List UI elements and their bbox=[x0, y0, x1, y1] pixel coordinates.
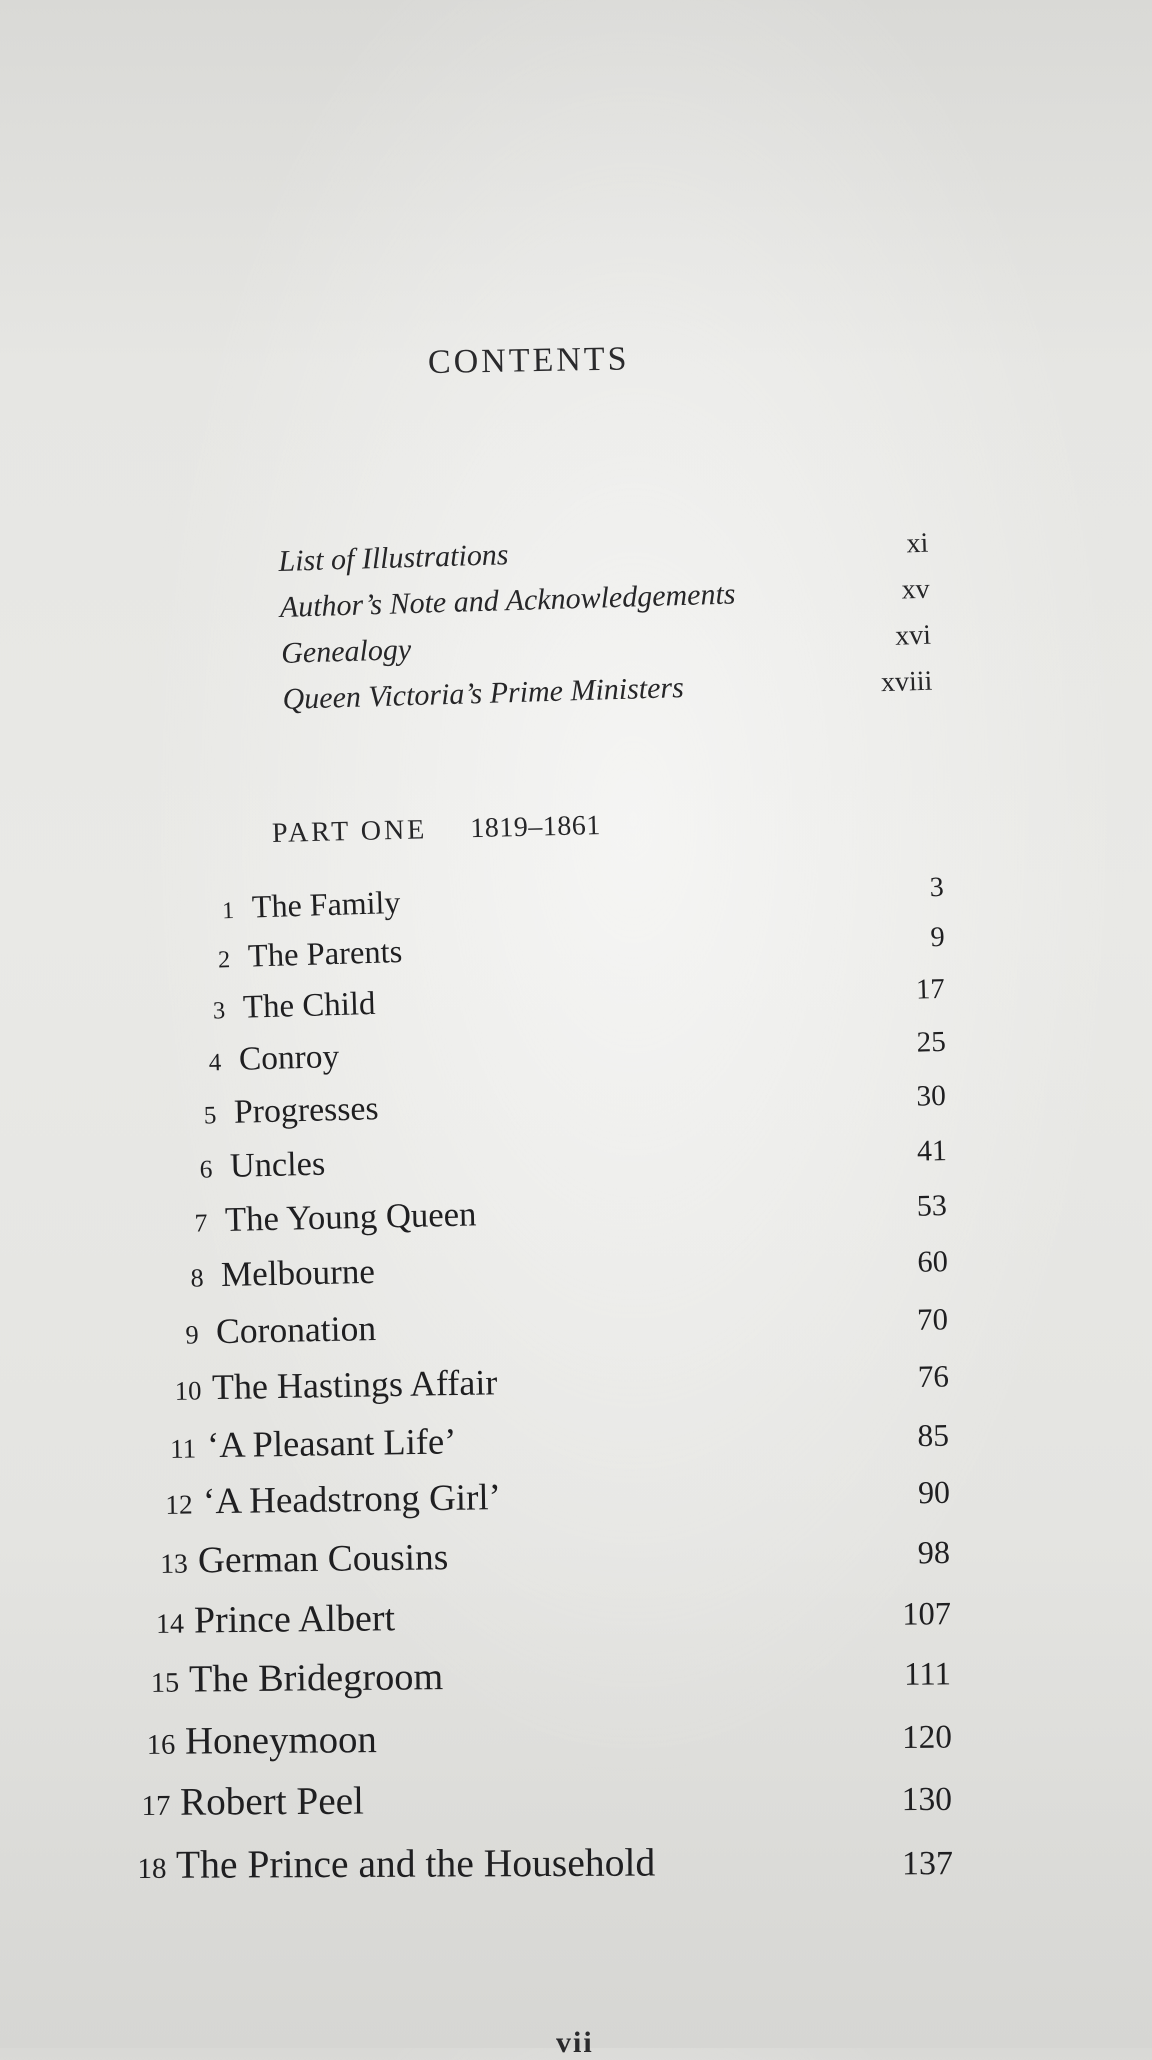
chapter-title: The Prince and the Household bbox=[175, 1840, 655, 1887]
chapter-title: Progresses bbox=[233, 1089, 379, 1131]
chapter-page: 9 bbox=[929, 921, 945, 954]
chapter-number: 14 bbox=[155, 1608, 184, 1640]
chapter-number: 16 bbox=[146, 1729, 175, 1761]
chapter-title: ‘A Pleasant Life’ bbox=[206, 1420, 457, 1465]
chapter-title: Coronation bbox=[215, 1308, 377, 1352]
chapter-number: 1 bbox=[221, 898, 235, 925]
chapter-number: 4 bbox=[207, 1049, 222, 1077]
chapter-row bbox=[194, 970, 945, 1028]
chapter-title: Prince Albert bbox=[193, 1596, 395, 1641]
chapter-number: 18 bbox=[136, 1852, 167, 1885]
chapter-row bbox=[186, 1075, 947, 1132]
chapter-title: The Family bbox=[251, 883, 401, 925]
chapter-title: Honeymoon bbox=[184, 1717, 377, 1763]
chapter-number: 6 bbox=[198, 1153, 213, 1184]
front-matter-title: Genealogy bbox=[280, 633, 412, 670]
chapter-number: 5 bbox=[203, 1101, 217, 1130]
chapter-page: 60 bbox=[916, 1243, 948, 1279]
chapter-row bbox=[159, 1411, 950, 1466]
chapter-page: 107 bbox=[901, 1595, 951, 1633]
chapter-row bbox=[136, 1712, 951, 1763]
chapter-number: 3 bbox=[212, 996, 226, 1025]
chapter-title: Conroy bbox=[237, 1038, 340, 1078]
front-matter-page: xi bbox=[906, 527, 929, 560]
chapter-row bbox=[168, 1296, 949, 1353]
chapter-number: 13 bbox=[160, 1547, 189, 1579]
chapter-number: 7 bbox=[194, 1208, 208, 1238]
chapter-row bbox=[150, 1529, 950, 1582]
front-matter-title: Queen Victoria’s Prime Ministers bbox=[282, 671, 685, 716]
chapter-title: The Bridegroom bbox=[188, 1656, 444, 1701]
chapter-page: 17 bbox=[915, 972, 946, 1006]
chapter-row bbox=[203, 867, 944, 927]
page-folio: vii bbox=[556, 2026, 594, 2059]
chapter-row bbox=[190, 1022, 946, 1080]
front-matter-title: Author’s Note and Acknowledgements bbox=[279, 577, 736, 624]
chapter-title: German Cousins bbox=[197, 1536, 449, 1581]
chapter-title: Robert Peel bbox=[179, 1779, 365, 1824]
chapter-page: 53 bbox=[916, 1188, 948, 1223]
chapter-page: 70 bbox=[916, 1302, 949, 1337]
chapter-page: 90 bbox=[917, 1475, 950, 1511]
chapter-number: 9 bbox=[185, 1319, 199, 1350]
chapter-row bbox=[163, 1353, 949, 1409]
front-matter-page: xvi bbox=[894, 619, 932, 652]
chapter-title: Melbourne bbox=[220, 1251, 375, 1294]
chapter-page: 30 bbox=[916, 1079, 947, 1113]
front-matter-list bbox=[278, 526, 933, 729]
chapter-title: The Hastings Affair bbox=[211, 1362, 498, 1408]
chapter-row bbox=[127, 1838, 952, 1888]
front-matter-page: xv bbox=[901, 573, 931, 606]
chapter-number: 2 bbox=[217, 946, 231, 974]
chapter-row bbox=[172, 1240, 948, 1296]
chapter-row bbox=[132, 1775, 952, 1825]
part-label: PART ONE bbox=[271, 814, 428, 849]
chapter-title: Uncles bbox=[229, 1144, 326, 1185]
chapter-number: 15 bbox=[150, 1667, 180, 1700]
chapter-title: ‘A Headstrong Girl’ bbox=[202, 1477, 501, 1523]
chapter-title: The Child bbox=[242, 985, 376, 1026]
chapter-number: 10 bbox=[173, 1375, 202, 1406]
chapter-page: 25 bbox=[915, 1026, 946, 1059]
part-years: 1819–1861 bbox=[469, 809, 602, 845]
front-matter-page: xviii bbox=[880, 665, 933, 699]
chapter-number: 12 bbox=[164, 1489, 193, 1521]
contents-heading: CONTENTS bbox=[427, 340, 630, 381]
chapter-number: 8 bbox=[189, 1263, 204, 1293]
chapter-row bbox=[141, 1651, 951, 1703]
chapter-page: 41 bbox=[916, 1133, 947, 1168]
chapter-page: 76 bbox=[917, 1358, 949, 1394]
chapter-row bbox=[154, 1470, 950, 1524]
chapter-page: 137 bbox=[901, 1845, 953, 1883]
chapter-title: The Parents bbox=[246, 933, 403, 975]
chapter-page: 120 bbox=[901, 1718, 952, 1756]
chapter-title: The Young Queen bbox=[224, 1194, 477, 1240]
chapter-page: 85 bbox=[917, 1417, 950, 1453]
chapter-row bbox=[177, 1184, 948, 1241]
chapter-page: 111 bbox=[903, 1656, 952, 1694]
chapter-row bbox=[181, 1129, 947, 1186]
front-matter-title: List of Illustrations bbox=[278, 538, 509, 578]
chapter-page: 3 bbox=[929, 871, 945, 904]
chapter-number: 11 bbox=[169, 1433, 197, 1464]
chapter-page: 98 bbox=[917, 1533, 951, 1570]
chapter-row bbox=[145, 1590, 950, 1643]
chapter-number: 17 bbox=[141, 1789, 171, 1822]
part-heading bbox=[272, 810, 602, 850]
chapter-page: 130 bbox=[901, 1780, 953, 1819]
chapter-row bbox=[199, 918, 945, 977]
